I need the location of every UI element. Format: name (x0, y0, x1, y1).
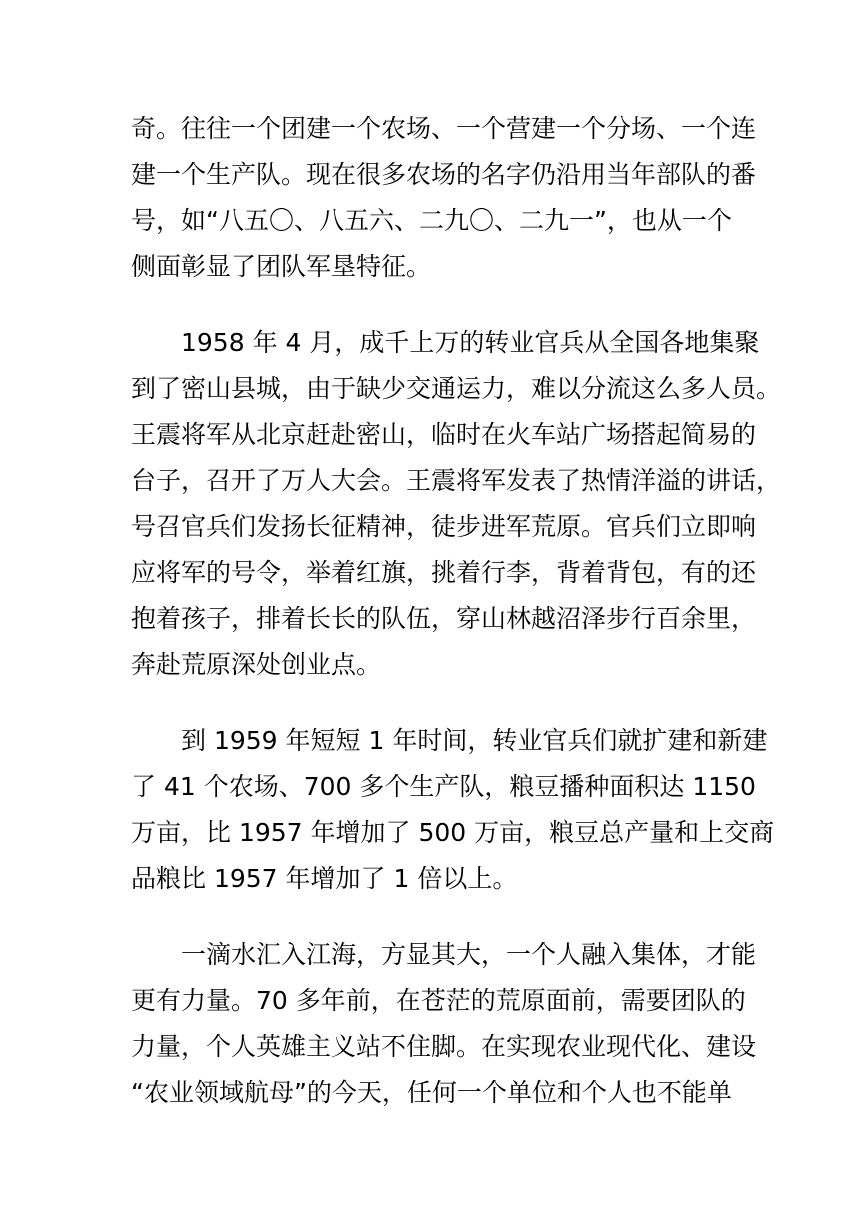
text-line: “农业领域航母”的今天，任何一个单位和个人也不能单 (131, 1078, 732, 1107)
text-line: 奔赴荒原深处创业点。 (131, 650, 382, 679)
text-line: 号召官兵们发扬长征精神，徒步进军荒原。官兵们立即响 (131, 512, 757, 541)
text-line: 力量，个人英雄主义站不住脚。在实现农业现代化、建设 (131, 1032, 757, 1061)
text-line: 1958 年 4 月，成千上万的转业官兵从全国各地集聚 (131, 328, 760, 357)
document-body (131, 106, 782, 1116)
text-line: 万亩，比 1957 年增加了 500 万亩，粮豆总产量和上交商 (131, 818, 775, 847)
paragraph-2 (131, 320, 782, 688)
text-line: 了 41 个农场、700 多个生产队，粮豆播种面积达 1150 (131, 772, 756, 801)
paragraph-3 (131, 718, 775, 902)
text-line: 王震将军从北京赶赴密山，临时在火车站广场搭起简易的 (131, 420, 757, 449)
text-line: 奇。往往一个团建一个农场、一个营建一个分场、一个连 (131, 114, 757, 143)
text-line: 更有力量。70 多年前，在苍茫的荒原面前，需要团队的 (131, 986, 746, 1015)
text-line: 品粮比 1957 年增加了 1 倍以上。 (131, 864, 518, 893)
text-line: 到了密山县城，由于缺少交通运力，难以分流这么多人员。 (131, 374, 782, 403)
text-line: 抱着孩子，排着长长的队伍，穿山林越沼泽步行百余里， (131, 604, 757, 633)
text-line: 侧面彰显了团队军垦特征。 (131, 252, 432, 281)
text-line: 建一个生产队。现在很多农场的名字仍沿用当年部队的番 (131, 160, 757, 189)
text-line: 台子，召开了万人大会。王震将军发表了热情洋溢的讲话， (131, 466, 782, 495)
paragraph-1 (131, 106, 757, 290)
text-line: 号，如“八五〇、八五六、二九〇、二九一”，也从一个 (131, 206, 732, 235)
text-line: 到 1959 年短短 1 年时间，转业官兵们就扩建和新建 (131, 726, 768, 755)
text-line: 一滴水汇入江海，方显其大，一个人融入集体，才能 (131, 940, 757, 969)
text-line: 应将军的号令，举着红旗，挑着行李，背着背包，有的还 (131, 558, 757, 587)
paragraph-4 (131, 932, 757, 1116)
